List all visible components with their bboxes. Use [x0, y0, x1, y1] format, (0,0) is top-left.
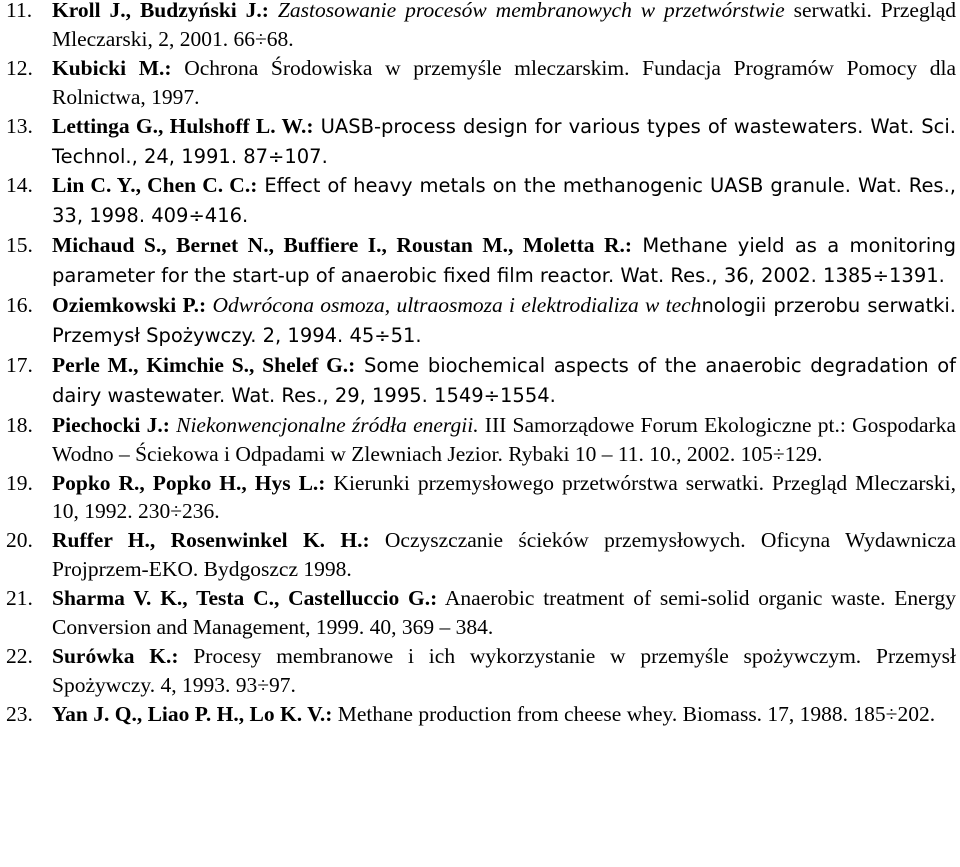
reference-authors: Ruffer H., Rosenwinkel K. H.:	[52, 528, 370, 553]
reference-authors: Oziemkowski P.:	[52, 293, 207, 318]
reference-number: 20.	[6, 528, 33, 553]
reference-item	[0, 526, 956, 584]
reference-item	[0, 351, 956, 411]
reference-item	[0, 291, 956, 351]
reference-title: Ochrona Środowiska w przemyśle mleczarskim. Fundacja Programów Pomocy dla Rolnictwa, 1997.	[52, 55, 956, 109]
reference-authors: Yan J. Q., Liao P. H., Lo K. V.:	[52, 701, 333, 726]
reference-title: UASB-process design for various types of wastewaters. Wat. Sci. Technol., 24, 1991. 87÷107.	[52, 114, 956, 168]
reference-authors: Lin C. Y., Chen C. C.:	[52, 173, 258, 198]
reference-item	[0, 231, 956, 291]
reference-authors: Lettinga G., Hulshoff L. W.:	[52, 113, 314, 138]
reference-number: 12.	[6, 55, 33, 80]
reference-title: Odwrócona osmoza, ultraosmoza i elektrodializa w tech	[206, 293, 702, 318]
reference-number: 17.	[6, 352, 33, 377]
reference-authors: Surówka K.:	[52, 643, 179, 668]
reference-title: Niekonwencjonalne źródła energii.	[169, 412, 479, 437]
reference-item	[0, 584, 956, 642]
reference-title: Oczyszczanie ścieków przemysłowych. Oficyna Wydawnicza Projprzem-EKO. Bydgoszcz 1998.	[52, 528, 957, 582]
reference-title: Methane production from cheese whey. Biomass. 17, 1988. 185÷202.	[332, 701, 936, 726]
reference-authors: Perle M., Kimchie S., Shelef G.:	[52, 352, 356, 377]
reference-item	[0, 411, 956, 469]
reference-title: Anaerobic treatment of semi-solid organic waste. Energy Conversion and Management, 1999. 40, 369 – 384.	[52, 586, 956, 640]
reference-authors: Popko R., Popko H., Hys L.:	[52, 470, 326, 495]
reference-authors: Kroll J., Budzyński J.:	[52, 0, 269, 22]
reference-title: Some biochemical aspects of the anaerobic degradation of dairy wastewater. Wat. Res., 29, 1995. 1549÷1554.	[52, 353, 956, 407]
reference-item	[0, 0, 956, 54]
reference-authors: Michaud S., Bernet N., Buffiere I., Roustan M., Moletta R.:	[52, 233, 633, 258]
reference-number: 19.	[6, 470, 33, 495]
reference-number: 16.	[6, 293, 33, 318]
reference-item	[0, 642, 956, 700]
reference-title: Procesy membranowe i ich wykorzystanie w przemyśle spożywczym. Przemysł Spożywczy. 4, 1993. 93÷97.	[52, 643, 956, 697]
reference-number: 11.	[6, 0, 33, 22]
reference-source: III Samorządowe Forum Ekologiczne pt.: Gospodarka Wodno – Ściekowa i Odpadami w Zlewniach Jezior. Rybaki 10 – 11. 10., 2002. 105÷129.	[52, 412, 956, 466]
reference-source: nologii przerobu serwatki. Przemysł Spożywczy. 2, 1994. 45÷51.	[52, 294, 956, 347]
reference-number: 23.	[6, 701, 33, 726]
reference-item	[0, 54, 956, 112]
reference-title: Zastosowanie procesów membranowych w przetwórstwie	[268, 0, 785, 22]
reference-title: Effect of heavy metals on the methanogenic UASB granule. Wat. Res., 33, 1998. 409÷416.	[52, 174, 956, 228]
reference-item	[0, 112, 956, 172]
reference-number: 15.	[6, 233, 33, 258]
reference-item	[0, 469, 956, 527]
reference-number: 22.	[6, 643, 33, 668]
reference-title: Methane yield as a monitoring parameter for the start-up of anaerobic fixed film reactor. Wat. Res., 36, 2002. 1385÷1391.	[52, 234, 956, 288]
reference-number: 21.	[6, 586, 33, 611]
reference-number: 13.	[6, 113, 33, 138]
reference-number: 18.	[6, 412, 33, 437]
reference-authors: Piechocki J.:	[52, 412, 170, 437]
reference-number: 14.	[6, 173, 33, 198]
reference-authors: Sharma V. K., Testa C., Castelluccio G.:	[52, 586, 438, 611]
reference-item	[0, 171, 956, 231]
reference-source: serwatki. Przegląd Mleczarski, 2, 2001. 66÷68.	[52, 0, 956, 51]
reference-item	[0, 700, 956, 729]
reference-title: Kierunki przemysłowego przetwórstwa serwatki. Przegląd Mleczarski, 10, 1992. 230÷236.	[52, 470, 957, 524]
reference-authors: Kubicki M.:	[52, 55, 172, 80]
